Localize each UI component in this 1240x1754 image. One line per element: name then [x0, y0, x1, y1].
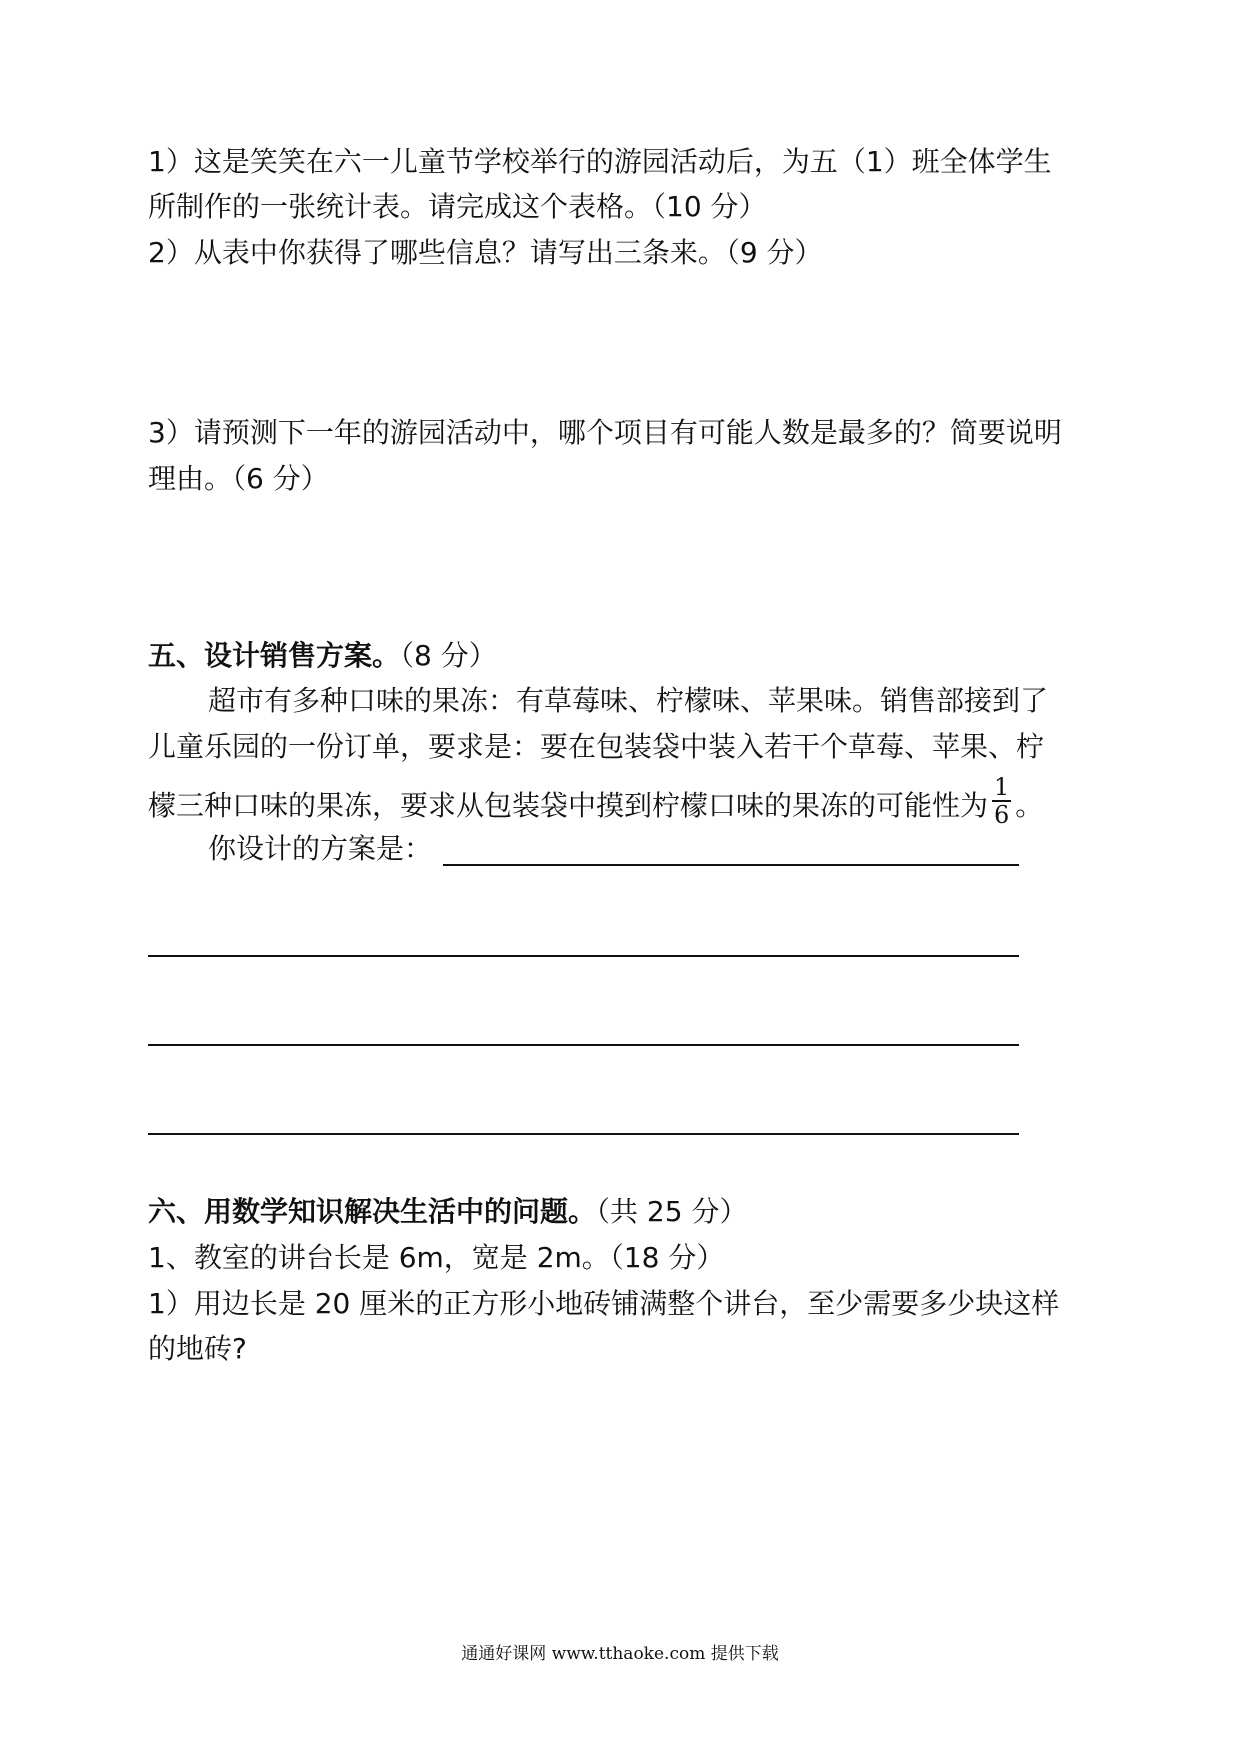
answer-blank-line-1[interactable] — [443, 864, 1019, 866]
section-6-heading — [148, 1192, 1108, 1232]
section-5-paragraph-line-2: 儿童乐园的一份订单，要求是：要在包装袋中装入若干个草莓、苹果、柠 — [148, 730, 1045, 763]
section-6-question-1: 1、教室的讲台长是 6m，宽是 2m。（18 分） — [148, 1241, 725, 1274]
section-5-paragraph-line-3-end: 。 — [1015, 789, 1044, 822]
question-1-line-2: 所制作的一张统计表。请完成这个表格。（10 分） — [148, 190, 767, 223]
section-5-heading — [148, 636, 1108, 676]
section-5-paragraph-line-3 — [148, 773, 1108, 834]
question-1-line-1: 1）这是笑笑在六一儿童节学校举行的游园活动后，为五（1）班全体学生 — [148, 145, 1052, 178]
section-6-title: 六、用数学知识解决生活中的问题。 — [148, 1195, 597, 1228]
question-2-text: 2）从表中你获得了哪些信息？请写出三条来。（9 分） — [148, 236, 823, 269]
section-6-points: （共 25 分） — [596, 1195, 748, 1228]
answer-blank-line-4[interactable] — [148, 1133, 1019, 1135]
section-5-title: 五、设计销售方案。 — [148, 639, 401, 672]
footer-source-text: 通通好课网 www.tthaoke.com 提供下载 — [461, 1644, 779, 1664]
question-3-line-2: 理由。（6 分） — [148, 462, 329, 495]
fraction-denominator: 6 — [994, 801, 1010, 829]
section-5-paragraph-line-1: 超市有多种口味的果冻：有草莓味、柠檬味、苹果味。销售部接到了 — [208, 684, 1049, 717]
section-5-paragraph-line-3-text: 檬三种口味的果冻，要求从包装袋中摸到柠檬口味的果冻的可能性为 — [148, 789, 989, 822]
answer-blank-line-3[interactable] — [148, 1044, 1019, 1046]
answer-label: 你设计的方案是： — [208, 832, 433, 865]
answer-blank-line-2[interactable] — [148, 955, 1019, 957]
section-6-question-1a-line-1: 1）用边长是 20 厘米的正方形小地砖铺满整个讲台，至少需要多少块这样 — [148, 1287, 1060, 1320]
section-5-points: （8 分） — [400, 639, 497, 672]
fraction-one-sixth — [992, 774, 1011, 828]
question-3-line-1: 3）请预测下一年的游园活动中，哪个项目有可能人数是最多的？简要说明 — [148, 416, 1062, 449]
fraction-numerator: 1 — [994, 773, 1010, 801]
section-6-question-1a-line-2: 的地砖? — [148, 1332, 247, 1365]
